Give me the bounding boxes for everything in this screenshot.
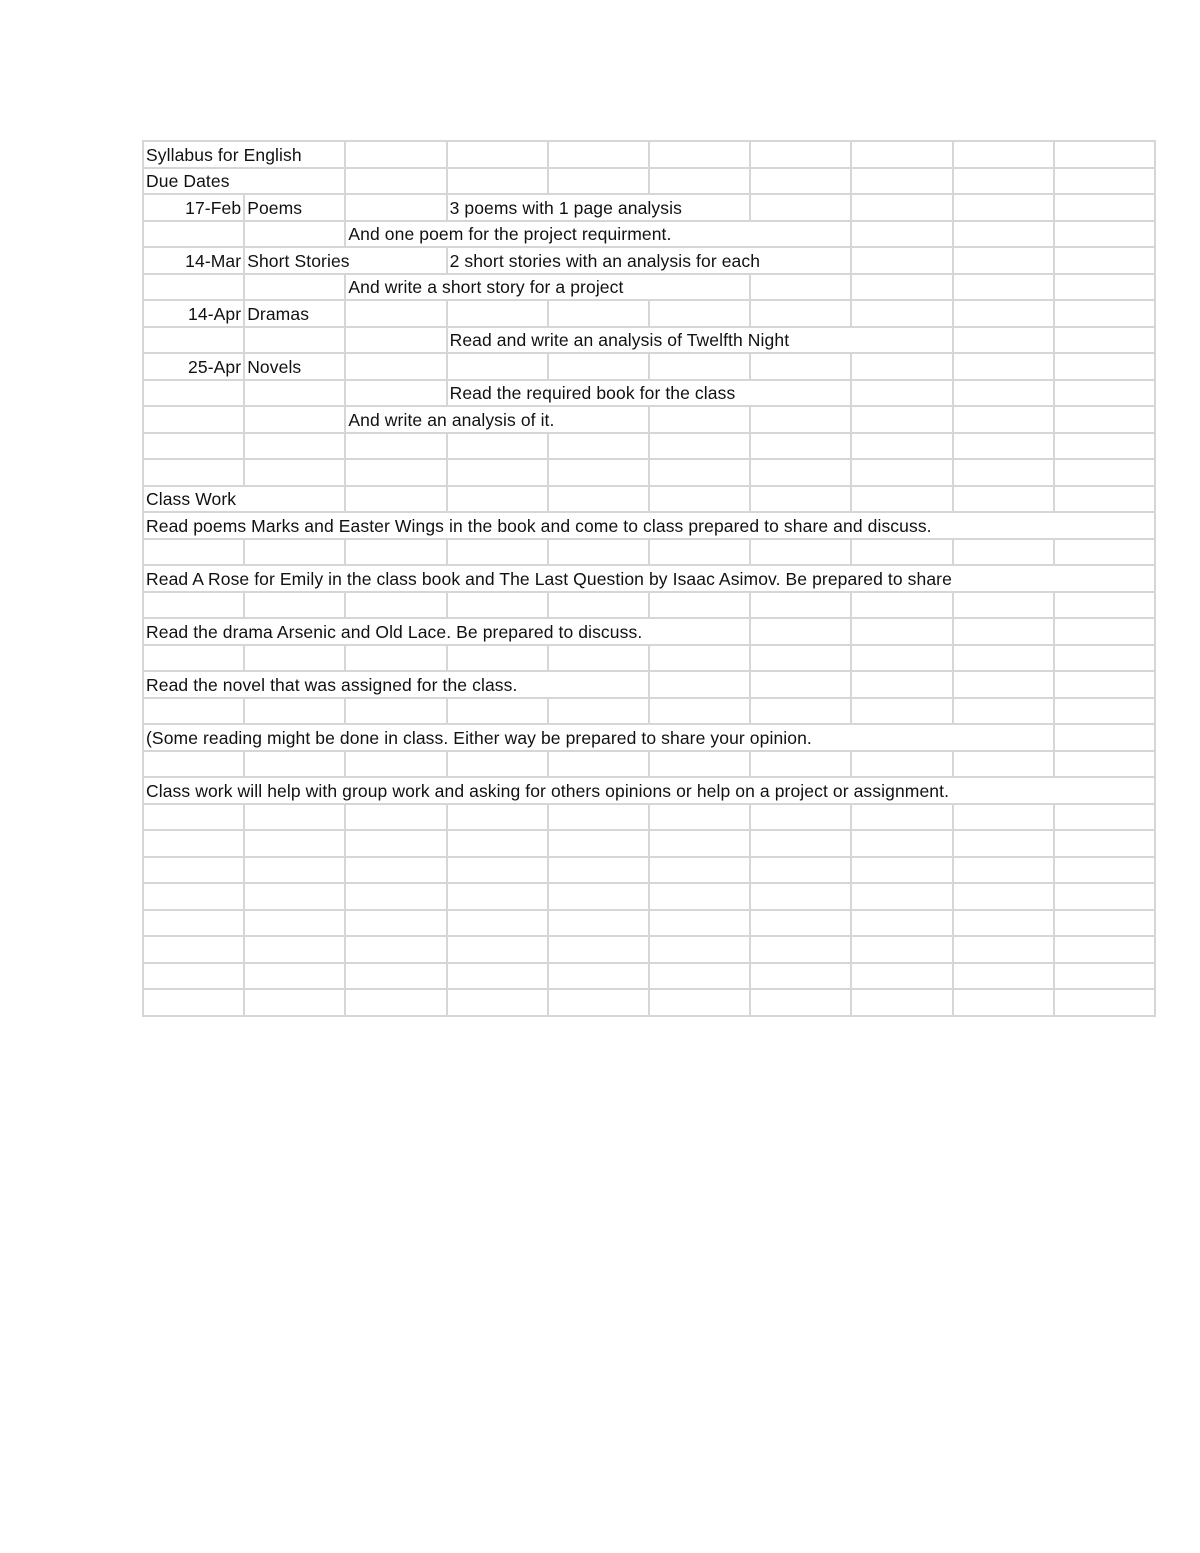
empty-cell[interactable] xyxy=(649,883,750,910)
empty-cell[interactable] xyxy=(143,910,244,937)
empty-cell[interactable] xyxy=(548,963,649,990)
empty-cell[interactable] xyxy=(953,910,1054,937)
empty-cell[interactable] xyxy=(750,830,851,857)
empty-cell[interactable] xyxy=(851,168,952,195)
empty-cell[interactable] xyxy=(649,459,750,486)
sheet-row xyxy=(143,300,1155,327)
empty-cell[interactable] xyxy=(548,857,649,884)
empty-cell[interactable] xyxy=(548,830,649,857)
sheet-cell[interactable]: 2 short stories with an analysis for each xyxy=(447,247,852,274)
sheet-row xyxy=(143,989,1155,1016)
empty-cell[interactable] xyxy=(447,539,548,566)
empty-cell[interactable] xyxy=(143,433,244,460)
empty-cell[interactable] xyxy=(244,406,345,433)
empty-cell[interactable] xyxy=(143,936,244,963)
sheet-cell[interactable]: And write an analysis of it. xyxy=(345,406,649,433)
empty-cell[interactable] xyxy=(143,539,244,566)
sheet-cell[interactable]: 14-Apr xyxy=(143,300,244,327)
empty-cell[interactable] xyxy=(345,830,446,857)
sheet-cell[interactable]: Syllabus for English xyxy=(143,141,345,168)
sheet-cell[interactable]: (Some reading might be done in class. Either way be prepared to share your opinion. xyxy=(143,724,1054,751)
empty-cell[interactable] xyxy=(244,539,345,566)
empty-cell[interactable] xyxy=(143,380,244,407)
sheet-row xyxy=(143,830,1155,857)
empty-cell[interactable] xyxy=(750,963,851,990)
sheet-row xyxy=(143,141,1155,168)
sheet-row xyxy=(143,777,1155,804)
sheet-row xyxy=(143,486,1155,513)
empty-cell[interactable] xyxy=(649,406,750,433)
sheet-row xyxy=(143,963,1155,990)
sheet-cell[interactable]: Due Dates xyxy=(143,168,345,195)
empty-cell[interactable] xyxy=(548,804,649,831)
empty-cell[interactable] xyxy=(750,486,851,513)
empty-cell[interactable] xyxy=(345,433,446,460)
sheet-cell[interactable]: Short Stories xyxy=(244,247,446,274)
empty-cell[interactable] xyxy=(649,486,750,513)
sheet-row xyxy=(143,857,1155,884)
empty-cell[interactable] xyxy=(1054,486,1155,513)
empty-cell[interactable] xyxy=(345,751,446,778)
empty-cell[interactable] xyxy=(649,645,750,672)
empty-cell[interactable] xyxy=(143,406,244,433)
empty-cell[interactable] xyxy=(851,645,952,672)
sheet-cell[interactable]: 17-Feb xyxy=(143,194,244,221)
empty-cell[interactable] xyxy=(143,751,244,778)
empty-cell[interactable] xyxy=(143,459,244,486)
sheet-row xyxy=(143,221,1155,248)
empty-cell[interactable] xyxy=(1054,671,1155,698)
empty-cell[interactable] xyxy=(953,539,1054,566)
empty-cell[interactable] xyxy=(244,221,345,248)
empty-cell[interactable] xyxy=(345,141,446,168)
sheet-row xyxy=(143,698,1155,725)
empty-cell[interactable] xyxy=(851,194,952,221)
empty-cell[interactable] xyxy=(649,751,750,778)
empty-cell[interactable] xyxy=(953,168,1054,195)
empty-cell[interactable] xyxy=(953,883,1054,910)
empty-cell[interactable] xyxy=(1054,989,1155,1016)
empty-cell[interactable] xyxy=(244,883,345,910)
empty-cell[interactable] xyxy=(851,830,952,857)
empty-cell[interactable] xyxy=(953,486,1054,513)
empty-cell[interactable] xyxy=(953,963,1054,990)
empty-cell[interactable] xyxy=(649,141,750,168)
empty-cell[interactable] xyxy=(750,353,851,380)
empty-cell[interactable] xyxy=(447,141,548,168)
empty-cell[interactable] xyxy=(953,194,1054,221)
empty-cell[interactable] xyxy=(548,353,649,380)
empty-cell[interactable] xyxy=(953,751,1054,778)
empty-cell[interactable] xyxy=(244,592,345,619)
empty-cell[interactable] xyxy=(1054,406,1155,433)
empty-cell[interactable] xyxy=(851,751,952,778)
empty-cell[interactable] xyxy=(447,883,548,910)
sheet-row xyxy=(143,565,1155,592)
empty-cell[interactable] xyxy=(143,592,244,619)
empty-cell[interactable] xyxy=(1054,141,1155,168)
empty-cell[interactable] xyxy=(345,380,446,407)
empty-cell[interactable] xyxy=(143,989,244,1016)
empty-cell[interactable] xyxy=(345,910,446,937)
empty-cell[interactable] xyxy=(953,221,1054,248)
empty-cell[interactable] xyxy=(548,883,649,910)
empty-cell[interactable] xyxy=(143,830,244,857)
empty-cell[interactable] xyxy=(345,936,446,963)
empty-cell[interactable] xyxy=(953,274,1054,301)
empty-cell[interactable] xyxy=(649,857,750,884)
empty-cell[interactable] xyxy=(953,830,1054,857)
empty-cell[interactable] xyxy=(447,910,548,937)
empty-cell[interactable] xyxy=(244,327,345,354)
sheet-row xyxy=(143,671,1155,698)
empty-cell[interactable] xyxy=(750,592,851,619)
sheet-cell[interactable]: Read the drama Arsenic and Old Lace. Be prepared to discuss. xyxy=(143,618,750,645)
empty-cell[interactable] xyxy=(1054,936,1155,963)
empty-cell[interactable] xyxy=(851,300,952,327)
empty-cell[interactable] xyxy=(143,274,244,301)
sheet-row xyxy=(143,804,1155,831)
empty-cell[interactable] xyxy=(750,936,851,963)
empty-cell[interactable] xyxy=(750,274,851,301)
empty-cell[interactable] xyxy=(851,592,952,619)
empty-cell[interactable] xyxy=(953,618,1054,645)
sheet-row xyxy=(143,168,1155,195)
empty-cell[interactable] xyxy=(851,698,952,725)
empty-cell[interactable] xyxy=(649,353,750,380)
empty-cell[interactable] xyxy=(953,247,1054,274)
empty-cell[interactable] xyxy=(548,936,649,963)
empty-cell[interactable] xyxy=(447,459,548,486)
sheet-row xyxy=(143,327,1155,354)
sheet-row xyxy=(143,724,1155,751)
empty-cell[interactable] xyxy=(851,247,952,274)
empty-cell[interactable] xyxy=(953,353,1054,380)
empty-cell[interactable] xyxy=(447,804,548,831)
empty-cell[interactable] xyxy=(953,433,1054,460)
empty-cell[interactable] xyxy=(953,300,1054,327)
empty-cell[interactable] xyxy=(851,857,952,884)
empty-cell[interactable] xyxy=(244,830,345,857)
empty-cell[interactable] xyxy=(447,300,548,327)
empty-cell[interactable] xyxy=(1054,963,1155,990)
empty-cell[interactable] xyxy=(345,963,446,990)
empty-cell[interactable] xyxy=(447,168,548,195)
empty-cell[interactable] xyxy=(345,698,446,725)
empty-cell[interactable] xyxy=(851,963,952,990)
sheet-cell[interactable]: Read poems Marks and Easter Wings in the book and come to class prepared to share and discuss. xyxy=(143,512,1155,539)
empty-cell[interactable] xyxy=(750,698,851,725)
empty-cell[interactable] xyxy=(1054,751,1155,778)
syllabus-spreadsheet xyxy=(142,140,1156,1017)
empty-cell[interactable] xyxy=(244,989,345,1016)
empty-cell[interactable] xyxy=(1054,380,1155,407)
empty-cell[interactable] xyxy=(1054,247,1155,274)
empty-cell[interactable] xyxy=(953,671,1054,698)
empty-cell[interactable] xyxy=(649,592,750,619)
empty-cell[interactable] xyxy=(649,989,750,1016)
empty-cell[interactable] xyxy=(143,698,244,725)
empty-cell[interactable] xyxy=(345,327,446,354)
empty-cell[interactable] xyxy=(1054,804,1155,831)
sheet-row xyxy=(143,353,1155,380)
empty-cell[interactable] xyxy=(143,645,244,672)
sheet-cell[interactable]: 25-Apr xyxy=(143,353,244,380)
empty-cell[interactable] xyxy=(143,327,244,354)
empty-cell[interactable] xyxy=(548,592,649,619)
sheet-cell[interactable]: 14-Mar xyxy=(143,247,244,274)
empty-cell[interactable] xyxy=(851,433,952,460)
empty-cell[interactable] xyxy=(1054,168,1155,195)
empty-cell[interactable] xyxy=(750,857,851,884)
empty-cell[interactable] xyxy=(851,141,952,168)
empty-cell[interactable] xyxy=(244,698,345,725)
empty-cell[interactable] xyxy=(1054,618,1155,645)
sheet-row xyxy=(143,645,1155,672)
sheet-row xyxy=(143,274,1155,301)
empty-cell[interactable] xyxy=(1054,327,1155,354)
empty-cell[interactable] xyxy=(750,910,851,937)
empty-cell[interactable] xyxy=(750,989,851,1016)
empty-cell[interactable] xyxy=(143,963,244,990)
empty-cell[interactable] xyxy=(345,645,446,672)
empty-cell[interactable] xyxy=(447,486,548,513)
empty-cell[interactable] xyxy=(851,989,952,1016)
sheet-row xyxy=(143,618,1155,645)
empty-cell[interactable] xyxy=(851,459,952,486)
empty-cell[interactable] xyxy=(345,353,446,380)
sheet-cell[interactable]: Read and write an analysis of Twelfth Night xyxy=(447,327,953,354)
empty-cell[interactable] xyxy=(953,989,1054,1016)
empty-cell[interactable] xyxy=(548,751,649,778)
empty-cell[interactable] xyxy=(851,804,952,831)
empty-cell[interactable] xyxy=(548,433,649,460)
empty-cell[interactable] xyxy=(750,141,851,168)
empty-cell[interactable] xyxy=(1054,274,1155,301)
empty-cell[interactable] xyxy=(244,857,345,884)
empty-cell[interactable] xyxy=(953,592,1054,619)
empty-cell[interactable] xyxy=(953,406,1054,433)
empty-cell[interactable] xyxy=(143,883,244,910)
sheet-cell[interactable]: Novels xyxy=(244,353,345,380)
empty-cell[interactable] xyxy=(548,539,649,566)
empty-cell[interactable] xyxy=(1054,698,1155,725)
empty-cell[interactable] xyxy=(851,380,952,407)
empty-cell[interactable] xyxy=(649,671,750,698)
empty-cell[interactable] xyxy=(1054,459,1155,486)
empty-cell[interactable] xyxy=(345,300,446,327)
empty-cell[interactable] xyxy=(649,300,750,327)
empty-cell[interactable] xyxy=(649,963,750,990)
empty-cell[interactable] xyxy=(851,883,952,910)
empty-cell[interactable] xyxy=(953,141,1054,168)
sheet-cell[interactable]: Class work will help with group work and asking for others opinions or help on a project or assignment. xyxy=(143,777,1155,804)
empty-cell[interactable] xyxy=(1054,353,1155,380)
empty-cell[interactable] xyxy=(953,936,1054,963)
empty-cell[interactable] xyxy=(1054,592,1155,619)
empty-cell[interactable] xyxy=(548,698,649,725)
empty-cell[interactable] xyxy=(548,989,649,1016)
empty-cell[interactable] xyxy=(447,433,548,460)
empty-cell[interactable] xyxy=(649,910,750,937)
empty-cell[interactable] xyxy=(244,433,345,460)
sheet-cell[interactable]: Read the novel that was assigned for the class. xyxy=(143,671,649,698)
empty-cell[interactable] xyxy=(345,194,446,221)
empty-cell[interactable] xyxy=(548,459,649,486)
sheet-row xyxy=(143,406,1155,433)
empty-cell[interactable] xyxy=(447,353,548,380)
sheet-row xyxy=(143,247,1155,274)
empty-cell[interactable] xyxy=(548,141,649,168)
empty-cell[interactable] xyxy=(244,751,345,778)
empty-cell[interactable] xyxy=(143,857,244,884)
empty-cell[interactable] xyxy=(244,274,345,301)
empty-cell[interactable] xyxy=(851,486,952,513)
empty-cell[interactable] xyxy=(750,459,851,486)
empty-cell[interactable] xyxy=(548,645,649,672)
empty-cell[interactable] xyxy=(447,592,548,619)
empty-cell[interactable] xyxy=(1054,645,1155,672)
empty-cell[interactable] xyxy=(750,539,851,566)
empty-cell[interactable] xyxy=(447,751,548,778)
sheet-row xyxy=(143,751,1155,778)
empty-cell[interactable] xyxy=(1054,221,1155,248)
empty-cell[interactable] xyxy=(851,936,952,963)
empty-cell[interactable] xyxy=(750,671,851,698)
empty-cell[interactable] xyxy=(750,433,851,460)
empty-cell[interactable] xyxy=(851,221,952,248)
empty-cell[interactable] xyxy=(244,645,345,672)
empty-cell[interactable] xyxy=(1054,830,1155,857)
sheet-row xyxy=(143,883,1155,910)
empty-cell[interactable] xyxy=(447,989,548,1016)
empty-cell[interactable] xyxy=(851,406,952,433)
empty-cell[interactable] xyxy=(447,645,548,672)
sheet-row xyxy=(143,936,1155,963)
empty-cell[interactable] xyxy=(953,698,1054,725)
empty-cell[interactable] xyxy=(750,406,851,433)
empty-cell[interactable] xyxy=(1054,300,1155,327)
empty-cell[interactable] xyxy=(345,857,446,884)
empty-cell[interactable] xyxy=(548,168,649,195)
empty-cell[interactable] xyxy=(345,459,446,486)
empty-cell[interactable] xyxy=(851,910,952,937)
sheet-row xyxy=(143,539,1155,566)
empty-cell[interactable] xyxy=(1054,433,1155,460)
sheet-body xyxy=(143,141,1155,1016)
sheet-row xyxy=(143,194,1155,221)
empty-cell[interactable] xyxy=(953,857,1054,884)
sheet-cell[interactable]: And one poem for the project requirment. xyxy=(345,221,851,248)
sheet-row xyxy=(143,592,1155,619)
sheet-cell[interactable]: Class Work xyxy=(143,486,345,513)
empty-cell[interactable] xyxy=(244,804,345,831)
empty-cell[interactable] xyxy=(143,804,244,831)
empty-cell[interactable] xyxy=(447,857,548,884)
empty-cell[interactable] xyxy=(649,433,750,460)
sheet-cell[interactable]: 3 poems with 1 page analysis xyxy=(447,194,751,221)
empty-cell[interactable] xyxy=(953,380,1054,407)
empty-cell[interactable] xyxy=(851,353,952,380)
empty-cell[interactable] xyxy=(750,194,851,221)
empty-cell[interactable] xyxy=(548,486,649,513)
sheet-row xyxy=(143,459,1155,486)
empty-cell[interactable] xyxy=(345,539,446,566)
empty-cell[interactable] xyxy=(750,618,851,645)
empty-cell[interactable] xyxy=(750,751,851,778)
sheet-cell[interactable]: And write a short story for a project xyxy=(345,274,750,301)
empty-cell[interactable] xyxy=(1054,883,1155,910)
empty-cell[interactable] xyxy=(244,936,345,963)
empty-cell[interactable] xyxy=(447,698,548,725)
empty-cell[interactable] xyxy=(953,327,1054,354)
empty-cell[interactable] xyxy=(548,300,649,327)
empty-cell[interactable] xyxy=(345,168,446,195)
empty-cell[interactable] xyxy=(851,274,952,301)
empty-cell[interactable] xyxy=(851,539,952,566)
empty-cell[interactable] xyxy=(750,300,851,327)
empty-cell[interactable] xyxy=(345,883,446,910)
sheet-row xyxy=(143,380,1155,407)
empty-cell[interactable] xyxy=(953,645,1054,672)
sheet-cell[interactable]: Dramas xyxy=(244,300,345,327)
empty-cell[interactable] xyxy=(244,910,345,937)
empty-cell[interactable] xyxy=(649,539,750,566)
empty-cell[interactable] xyxy=(1054,539,1155,566)
empty-cell[interactable] xyxy=(649,804,750,831)
empty-cell[interactable] xyxy=(750,883,851,910)
empty-cell[interactable] xyxy=(750,645,851,672)
empty-cell[interactable] xyxy=(345,804,446,831)
empty-cell[interactable] xyxy=(345,989,446,1016)
empty-cell[interactable] xyxy=(345,592,446,619)
empty-cell[interactable] xyxy=(1054,724,1155,751)
empty-cell[interactable] xyxy=(1054,857,1155,884)
empty-cell[interactable] xyxy=(953,459,1054,486)
sheet-cell[interactable]: Read A Rose for Emily in the class book and The Last Question by Isaac Asimov. Be prepared to share xyxy=(143,565,1155,592)
empty-cell[interactable] xyxy=(244,963,345,990)
empty-cell[interactable] xyxy=(447,830,548,857)
empty-cell[interactable] xyxy=(851,618,952,645)
empty-cell[interactable] xyxy=(649,168,750,195)
empty-cell[interactable] xyxy=(345,486,446,513)
empty-cell[interactable] xyxy=(548,910,649,937)
sheet-row xyxy=(143,433,1155,460)
empty-cell[interactable] xyxy=(649,698,750,725)
empty-cell[interactable] xyxy=(143,221,244,248)
empty-cell[interactable] xyxy=(447,963,548,990)
empty-cell[interactable] xyxy=(750,804,851,831)
sheet-row xyxy=(143,910,1155,937)
empty-cell[interactable] xyxy=(447,936,548,963)
empty-cell[interactable] xyxy=(1054,194,1155,221)
empty-cell[interactable] xyxy=(1054,910,1155,937)
empty-cell[interactable] xyxy=(244,459,345,486)
empty-cell[interactable] xyxy=(649,936,750,963)
empty-cell[interactable] xyxy=(244,380,345,407)
sheet-row xyxy=(143,512,1155,539)
empty-cell[interactable] xyxy=(750,168,851,195)
empty-cell[interactable] xyxy=(953,804,1054,831)
sheet-cell[interactable]: Read the required book for the class xyxy=(447,380,852,407)
empty-cell[interactable] xyxy=(851,671,952,698)
empty-cell[interactable] xyxy=(649,830,750,857)
sheet-cell[interactable]: Poems xyxy=(244,194,345,221)
